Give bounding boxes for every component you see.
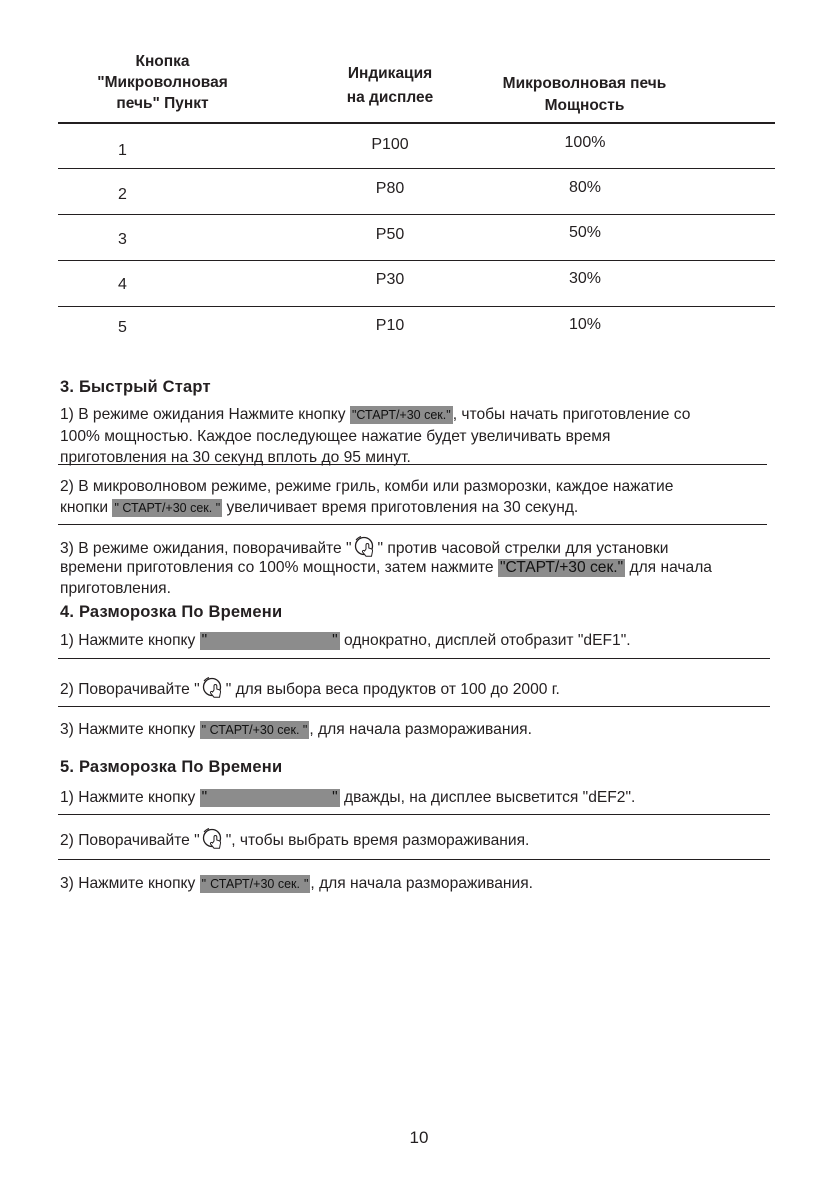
defrost-1-step-2 — [60, 676, 560, 702]
row-divider — [58, 306, 775, 307]
step-text: кнопки — [60, 499, 109, 516]
step-text: 3) Нажмите кнопку — [60, 721, 196, 738]
start-label: СТАРТ/+30 сек. — [505, 559, 618, 576]
step-text: 1) Нажмите кнопку — [60, 789, 196, 806]
row-display: P10 — [375, 317, 405, 334]
defrost-1-step-1 — [60, 630, 631, 652]
step-text: 1) Нажмите кнопку — [60, 632, 196, 649]
quick-start-step-1 — [60, 404, 690, 426]
dial-knob-icon — [200, 827, 226, 853]
step-text: однократно, дисплей отобразит "dEF1". — [344, 632, 631, 649]
step-text: времени приготовления со 100% мощности, затем нажмите — [60, 559, 494, 576]
table-header-display — [305, 62, 475, 110]
header-line: на дисплее — [346, 89, 434, 106]
header-line: Индикация — [347, 65, 433, 82]
step-text: 3) В режиме ожидания, поворачивайте " — [60, 540, 352, 557]
step-text: ", чтобы выбрать время размораживания. — [225, 832, 530, 849]
step-divider — [58, 524, 767, 525]
defrost-button-label: " " — [201, 632, 338, 649]
dial-knob-icon — [200, 676, 226, 702]
row-divider — [58, 168, 775, 169]
step-text: дважды, на дисплее высветится "dEF2". — [344, 789, 636, 806]
step-text: , для начала размораживания. — [310, 875, 533, 892]
step-text: 1) В режиме ожидания Нажмите кнопку — [60, 406, 346, 423]
header-line: Мощность — [544, 97, 625, 114]
step-text: " для выбора веса продуктов от 100 до 2000 г. — [225, 681, 560, 698]
start-button-label: "СТАРТ/+30 сек." — [351, 408, 451, 422]
step-divider — [58, 464, 767, 465]
step-text: 3) Нажмите кнопку — [60, 875, 196, 892]
step-divider — [58, 814, 770, 815]
row-number: 5 — [118, 319, 127, 336]
step-text: , чтобы начать приготовление со — [452, 406, 691, 423]
start-button-label: " СТАРТ/+30 сек. " — [114, 501, 221, 515]
row-power: 80% — [568, 179, 602, 196]
step-text: , для начала размораживания. — [309, 721, 532, 738]
step-divider — [58, 706, 770, 707]
row-display: P100 — [371, 136, 409, 153]
step-text: для начала — [625, 559, 712, 576]
row-divider — [58, 214, 775, 215]
page-number: 10 — [409, 1128, 429, 1147]
header-line: Микроволновая печь — [502, 75, 667, 92]
step-divider — [58, 658, 770, 659]
header-line: Кнопка — [135, 53, 190, 70]
start-label: СТАРТ/+30 сек. — [122, 501, 213, 515]
row-power: 100% — [564, 134, 606, 151]
section-title-defrost-weight: 4. Разморозка По Времени — [60, 603, 283, 621]
start-label: СТАРТ/+30 сек. — [356, 408, 447, 422]
step-text: 2) Поворачивайте " — [60, 832, 200, 849]
row-display: P80 — [375, 180, 405, 197]
row-power: 10% — [568, 316, 602, 333]
defrost-2-step-2 — [60, 827, 529, 853]
defrost-2-step-3 — [60, 873, 533, 895]
start-label: СТАРТ/+30 сек. — [210, 877, 300, 891]
start-button-label: "СТАРТ/+30 сек." — [499, 559, 624, 576]
start-button-label: " СТАРТ/+30 сек. " — [201, 877, 309, 891]
start-button-label: " СТАРТ/+30 сек. " — [201, 723, 308, 737]
row-number: 2 — [118, 186, 127, 203]
row-display: P30 — [375, 271, 405, 288]
row-power: 30% — [568, 270, 602, 287]
header-line: печь" Пункт — [116, 95, 209, 112]
table-header-rule — [58, 122, 775, 124]
start-label: СТАРТ/+30 сек. — [209, 723, 300, 737]
step-text: " против часовой стрелки для установки — [377, 540, 669, 557]
quick-start-step-1-line-2: 100% мощностью. Каждое последующее нажатие будет увеличивать время — [60, 428, 611, 445]
defrost-1-step-3 — [60, 719, 532, 741]
row-divider — [58, 260, 775, 261]
quick-start-step-1-line-3: приготовления на 30 секунд вплоть до 95 минут. — [60, 449, 411, 466]
header-line: "Микроволновая — [97, 74, 228, 91]
row-number: 3 — [118, 231, 127, 248]
step-divider — [58, 859, 770, 860]
quick-start-step-2-line-2 — [60, 497, 578, 519]
row-number: 4 — [118, 276, 127, 293]
defrost-2-step-1 — [60, 787, 635, 809]
table-header-power — [472, 73, 697, 117]
section-title-quick-start: 3. Быстрый Старт — [60, 378, 211, 396]
row-number: 1 — [118, 142, 127, 159]
quick-start-step-2: 2) В микроволновом режиме, режиме гриль, комби или разморозки, каждое нажатие — [60, 478, 674, 495]
table-header-button-item — [70, 51, 255, 114]
step-text: 2) Поворачивайте " — [60, 681, 200, 698]
row-power: 50% — [568, 224, 602, 241]
quick-start-step-3-line-3: приготовления. — [60, 580, 171, 597]
section-title-defrost-time: 5. Разморозка По Времени — [60, 758, 283, 776]
defrost-button-label: " " — [201, 789, 338, 806]
step-text: увеличивает время приготовления на 30 секунд. — [222, 499, 579, 516]
row-display: P50 — [375, 226, 405, 243]
quick-start-step-3-line-2 — [60, 557, 712, 579]
